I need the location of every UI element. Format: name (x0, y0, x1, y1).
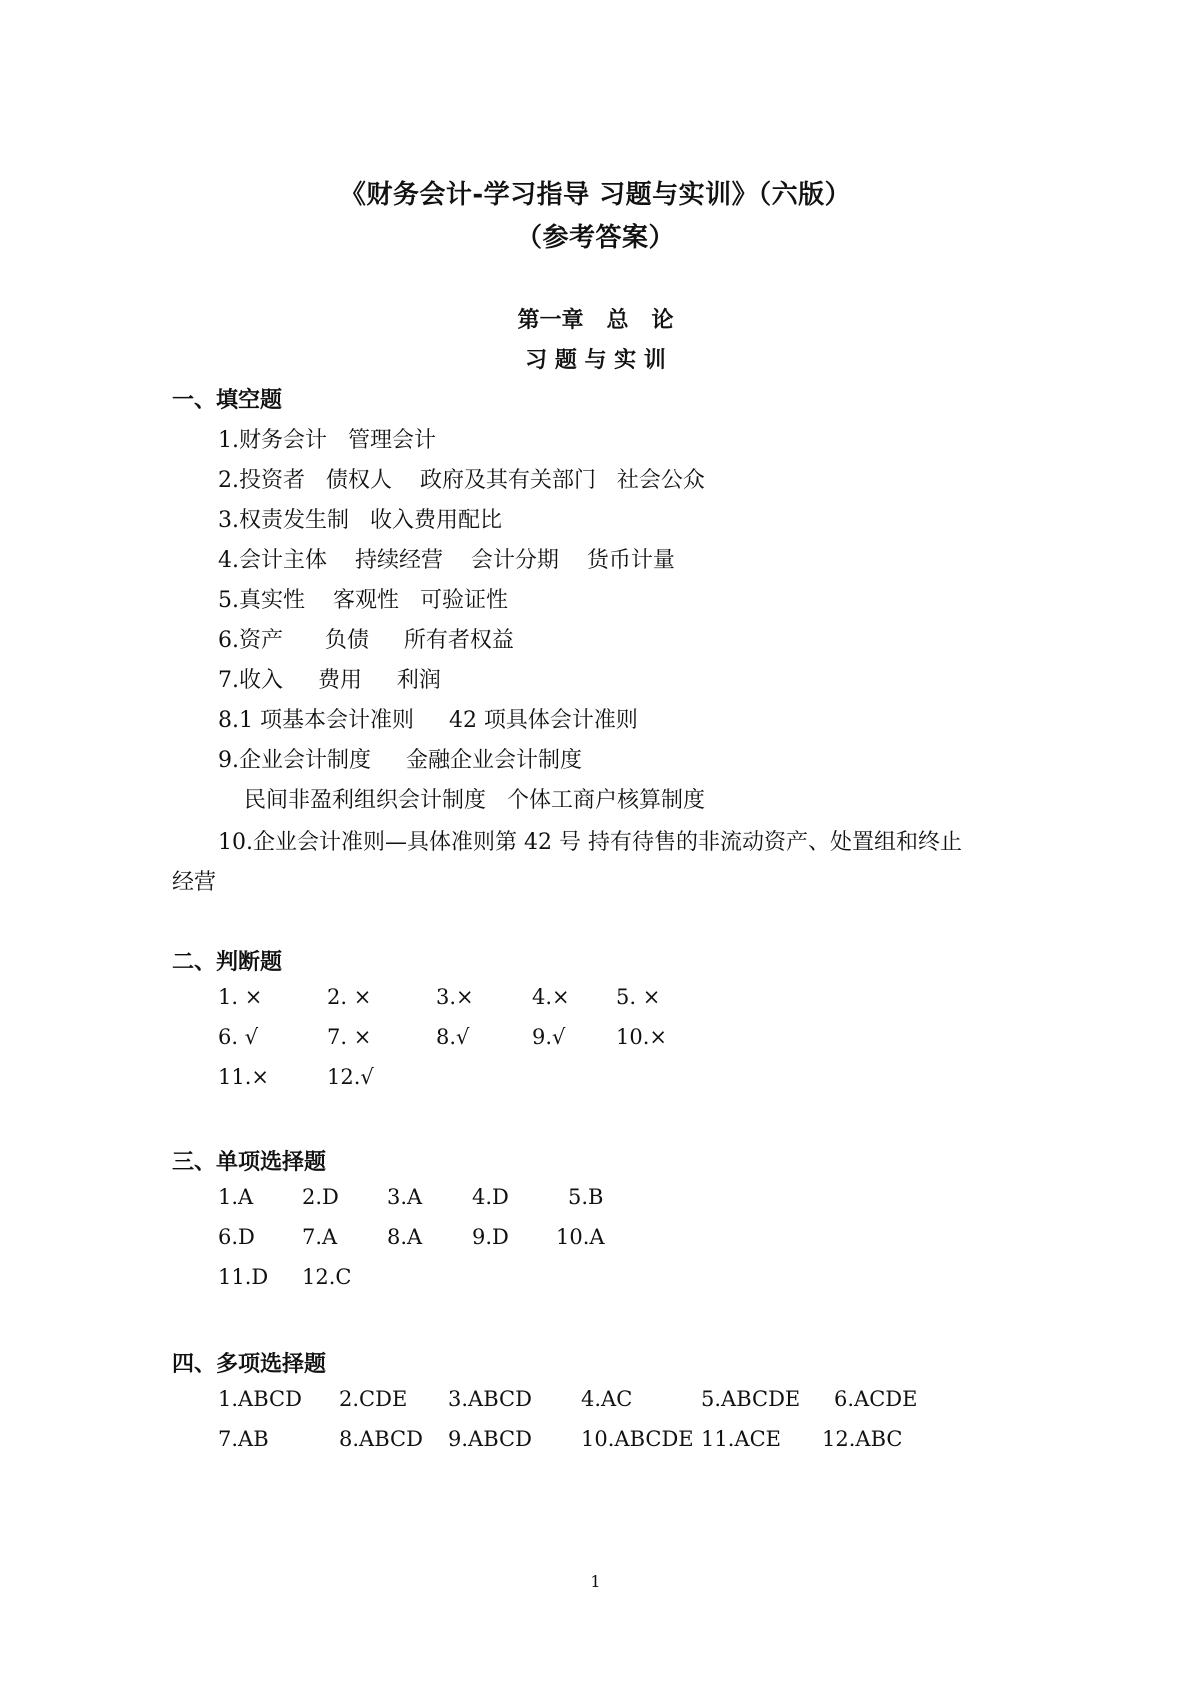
single-choice-answer: 3.A (387, 1185, 423, 1209)
fill-blank-answer: 9.企业会计制度 金融企业会计制度 (218, 748, 582, 773)
multiple-choice-answer: 10.ABCDE (581, 1427, 694, 1451)
single-choice-answer: 7.A (302, 1225, 338, 1249)
true-false-answer: 4.× (532, 985, 570, 1009)
multiple-choice-answer: 9.ABCD (448, 1427, 532, 1451)
fill-blank-answer: 3.权责发生制 收入费用配比 (218, 508, 502, 533)
fill-blank-answer: 10.企业会计准则—具体准则第 42 号 持有待售的非流动资产、处置组和终止 (218, 830, 962, 855)
multiple-choice-answer: 1.ABCD (218, 1387, 302, 1411)
multiple-choice-answer: 8.ABCD (339, 1427, 423, 1451)
multiple-choice-answer: 11.ACE (701, 1427, 781, 1451)
single-choice-answer: 6.D (218, 1225, 255, 1249)
true-false-answer: 10.× (616, 1025, 667, 1049)
true-false-answer: 3.× (436, 985, 474, 1009)
true-false-answer: 1. × (218, 985, 263, 1009)
single-choice-answer: 10.A (556, 1225, 605, 1249)
single-choice-answer: 12.C (302, 1265, 352, 1289)
single-choice-answer: 5.B (568, 1185, 604, 1209)
document-subtitle: （参考答案） (515, 223, 675, 253)
true-false-answer: 9.√ (532, 1025, 566, 1049)
fill-blank-answer: 5.真实性 客观性 可验证性 (218, 588, 508, 613)
true-false-answer: 11.× (218, 1065, 269, 1089)
single-choice-answer: 2.D (302, 1185, 339, 1209)
multiple-choice-answer: 6.ACDE (834, 1387, 918, 1411)
multiple-choice-answer: 5.ABCDE (701, 1387, 801, 1411)
true-false-answer: 12.√ (327, 1065, 374, 1089)
fill-blank-answer: 1.财务会计 管理会计 (218, 428, 436, 453)
section-heading-fill-blank: 一、填空题 (172, 388, 283, 413)
chapter-subtitle: 习 题 与 实 训 (525, 348, 666, 373)
chapter-title: 第一章 总 论 (517, 308, 674, 333)
multiple-choice-answer: 3.ABCD (448, 1387, 532, 1411)
multiple-choice-answer: 12.ABC (822, 1427, 903, 1451)
single-choice-answer: 9.D (472, 1225, 509, 1249)
true-false-answer: 2. × (327, 985, 372, 1009)
true-false-answer: 8.√ (436, 1025, 470, 1049)
section-heading-single-choice: 三、单项选择题 (172, 1150, 327, 1175)
true-false-answer: 6. √ (218, 1025, 259, 1049)
multiple-choice-answer: 4.AC (581, 1387, 633, 1411)
single-choice-answer: 1.A (218, 1185, 254, 1209)
multiple-choice-answer: 2.CDE (339, 1387, 408, 1411)
fill-blank-answer: 2.投资者 债权人 政府及其有关部门 社会公众 (218, 468, 705, 493)
page-number: 1 (590, 1572, 601, 1591)
single-choice-answer: 4.D (472, 1185, 509, 1209)
multiple-choice-answer: 7.AB (218, 1427, 269, 1451)
document-title: 《财务会计-学习指导 习题与实训》（六版） (339, 180, 852, 210)
fill-blank-answer: 7.收入 费用 利润 (218, 668, 441, 693)
fill-blank-answer: 6.资产 负债 所有者权益 (218, 628, 514, 653)
single-choice-answer: 8.A (387, 1225, 423, 1249)
true-false-answer: 5. × (616, 985, 661, 1009)
true-false-answer: 7. × (327, 1025, 372, 1049)
fill-blank-answer-continuation: 民间非盈利组织会计制度 个体工商户核算制度 (244, 788, 705, 813)
fill-blank-answer: 4.会计主体 持续经营 会计分期 货币计量 (218, 548, 675, 573)
fill-blank-answer: 8.1 项基本会计准则 42 项具体会计准则 (218, 708, 638, 733)
section-heading-true-false: 二、判断题 (172, 950, 283, 975)
single-choice-answer: 11.D (218, 1265, 269, 1289)
fill-blank-answer-wrap: 经营 (172, 870, 217, 895)
section-heading-multiple-choice: 四、多项选择题 (172, 1352, 327, 1377)
